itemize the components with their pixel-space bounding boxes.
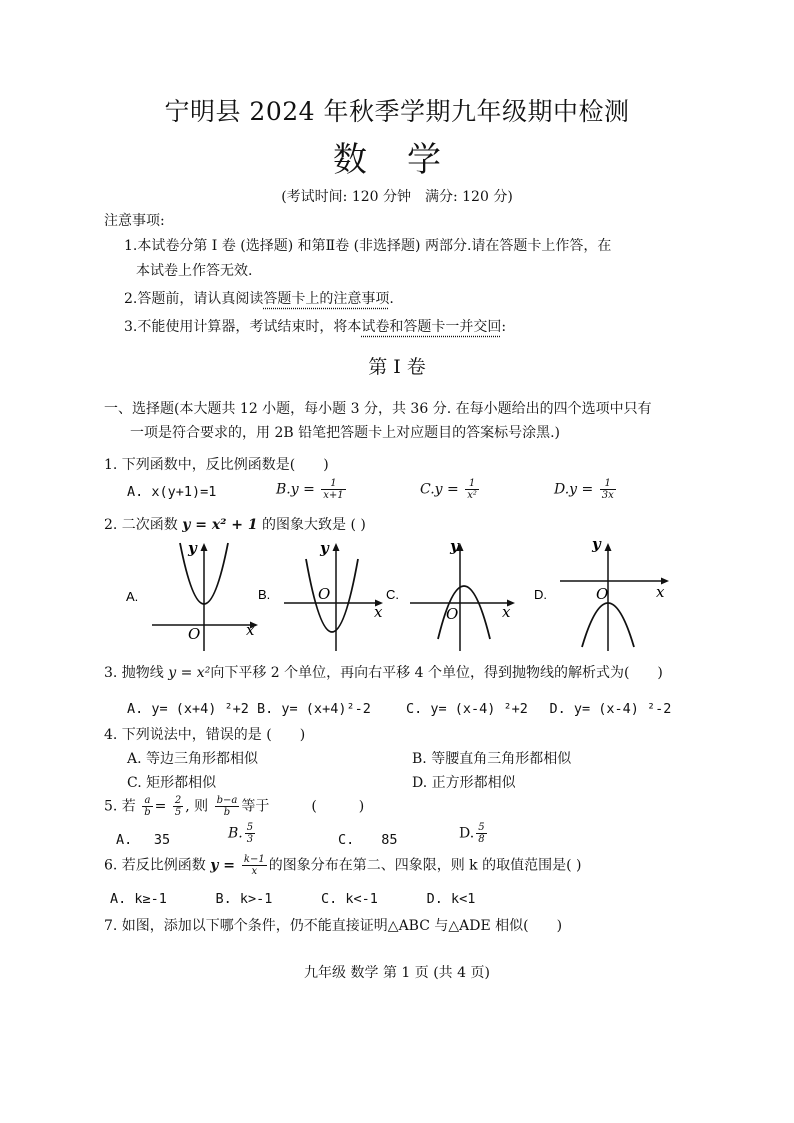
q3-options: A. y= (x+4) ²+2 B. y= (x+4)²-2 C. y= (x-4) ²+2 D. y= (x-4) ²-2 <box>127 701 672 717</box>
notice-item-1-line-1: 1.本试卷分第 I 卷 (选择题) 和第Ⅱ卷 (非选择题) 两部分.请在答题卡上作答，在 <box>124 238 612 254</box>
q5-option-b-numerator: 5 <box>246 822 254 833</box>
page-footer: 九年级 数学 第 1 页 (共 4 页) <box>304 965 490 981</box>
q3-stem-post: 向下平移 2 个单位，再向右平移 4 个单位，得到抛物线的解析式为( ) <box>210 665 663 681</box>
q6-options: A. k≥-1 B. k>-1 C. k<-1 D. k<1 <box>110 891 476 907</box>
q5-option-b-fraction <box>245 822 255 845</box>
q5-stem-pre: 5. 若 <box>104 798 141 815</box>
q2-graph-c <box>384 535 524 653</box>
q5-option-b-label: B. <box>228 825 243 842</box>
q6-fraction-denominator: x <box>251 866 258 877</box>
q6-stem-pre: 6. 若反比例函数 <box>104 857 211 874</box>
q1-option-c <box>420 478 481 501</box>
q2-stem-post: 的图象大致是 ( ) <box>257 517 366 533</box>
q1-option-c-numerator: 1 <box>465 478 479 490</box>
notice-item-3-post: : <box>501 319 507 335</box>
x-axis-label: x <box>502 603 511 621</box>
q4-option-d: D. 正方形都相似 <box>412 775 516 791</box>
x-axis-label: x <box>656 583 665 601</box>
q5-option-c: C. 85 <box>338 832 398 848</box>
q4-stem: 4. 下列说法中，错误的是 ( ) <box>104 727 306 743</box>
parabola <box>306 559 358 632</box>
q1-option-c-denominator: x² <box>467 490 477 501</box>
y-axis-label: y <box>320 539 329 557</box>
option-label-b: B. <box>258 587 271 602</box>
notice-item-2-post: . <box>389 291 394 307</box>
y-axis-arrow <box>333 543 340 551</box>
x-axis-label: x <box>246 621 255 639</box>
q5-option-d-label: D. <box>459 825 475 842</box>
q5-fraction-1 <box>142 795 152 818</box>
q1-option-b-label: B.y = <box>276 481 320 498</box>
q5-option-a: A. 35 <box>116 832 171 848</box>
x-axis-label: x <box>374 603 383 621</box>
q5-option-b <box>228 822 257 845</box>
q2-graph-d <box>532 535 678 653</box>
q5-fraction-3 <box>215 795 240 818</box>
q1-option-b <box>276 478 348 501</box>
part-1-intro-line-2: 一项是符合要求的，用 2B 铅笔把答题卡上对应题目的答案标号涂黑.) <box>130 425 561 441</box>
y-axis-label: y <box>450 537 459 555</box>
notice-item-3-pre: 3.不能使用计算器，考试结束时，将本 <box>124 319 362 335</box>
q1-option-c-label: C.y = <box>420 481 464 498</box>
q5-option-b-denominator: 3 <box>246 834 254 845</box>
q4-option-c: C. 矩形都相似 <box>127 775 217 791</box>
q5-stem-post: 等于 ( ) <box>241 798 365 815</box>
q3-stem-pre: 3. 抛物线 <box>104 665 169 681</box>
q1-option-d-fraction <box>600 478 616 501</box>
q1-option-d-denominator: 3x <box>601 490 614 501</box>
q2-stem-pre: 2. 二次函数 <box>104 517 183 533</box>
q2-stem <box>104 514 366 534</box>
notice-item-2 <box>124 288 394 308</box>
q5-option-d <box>459 822 489 845</box>
q5-fraction-3-denominator: b <box>223 807 231 818</box>
notice-heading: 注意事项: <box>104 213 165 229</box>
q5-fraction-2-numerator: 2 <box>174 795 182 806</box>
y-axis-label: y <box>188 539 197 557</box>
q5-fraction-3-numerator: b−a <box>216 795 238 806</box>
q1-option-b-denominator: x+1 <box>323 490 344 501</box>
option-label-a: A. <box>126 589 139 604</box>
notice-item-2-emphasis: 答题卡上的注意事项 <box>263 291 390 307</box>
section-title: 第 I 卷 <box>368 356 426 378</box>
origin-label: O <box>446 605 459 623</box>
q6-fraction <box>242 854 267 877</box>
q5-mid: , 则 <box>185 798 213 815</box>
q3-stem <box>104 662 663 682</box>
q3-formula: y = x² <box>168 665 211 681</box>
y-axis-label: y <box>592 535 601 553</box>
q4-option-a: A. 等边三角形都相似 <box>127 751 259 767</box>
q7-stem: 7. 如图，添加以下哪个条件，仍不能直接证明△ABC 与△ADE 相似( ) <box>104 918 563 934</box>
origin-label: O <box>188 625 201 643</box>
exam-info: (考试时间: 120 分钟 满分: 120 分) <box>281 189 513 205</box>
q1-option-d <box>554 478 618 501</box>
y-axis-arrow <box>201 543 208 551</box>
q5-fraction-1-denominator: b <box>144 807 151 818</box>
q6-stem-post: 的图象分布在第二、四象限，则 k 的取值范围是( ) <box>268 857 582 874</box>
q1-option-c-fraction <box>465 478 479 501</box>
q5-equals: = <box>154 798 171 815</box>
notice-item-3-emphasis: 试卷和答题卡一并交回 <box>361 319 502 335</box>
notice-item-2-pre: 2.答题前，请认真阅读 <box>124 291 264 307</box>
q2-graph-a <box>122 535 264 653</box>
q6-fraction-numerator: k−1 <box>243 854 265 865</box>
y-axis-arrow <box>605 543 612 551</box>
q1-option-a: A. x(y+1)=1 <box>127 484 217 500</box>
q1-option-b-fraction <box>321 478 345 501</box>
q6-y: y = <box>210 857 240 874</box>
q1-stem: 1. 下列函数中，反比例函数是( ) <box>104 457 329 473</box>
q2-graph-b <box>256 535 392 653</box>
q6-stem <box>104 854 581 877</box>
notice-item-1-line-2: 本试卷上作答无效. <box>136 263 253 279</box>
q1-option-d-label: D.y = <box>554 481 598 498</box>
q5-option-d-numerator: 5 <box>478 822 485 833</box>
q5-fraction-2-denominator: 5 <box>174 807 182 818</box>
option-label-d: D. <box>534 587 547 602</box>
q2-formula: y = x² + 1 <box>182 517 258 533</box>
option-label-c: C. <box>386 587 399 602</box>
exam-title: 宁明县 2024 年秋季学期九年级期中检测 <box>164 97 630 126</box>
origin-label: O <box>318 585 331 603</box>
subject-title: 数学 <box>333 140 481 180</box>
origin-label: O <box>596 585 609 603</box>
q5-option-d-denominator: 8 <box>478 834 485 845</box>
q5-option-d-fraction <box>476 822 486 845</box>
part-1-intro-line-1: 一、选择题(本大题共 12 小题，每小题 3 分，共 36 分. 在每小题给出的四个选项中只有 <box>104 401 652 417</box>
q5-fraction-1-numerator: a <box>142 795 152 807</box>
q5-stem <box>104 795 364 818</box>
q1-option-d-numerator: 1 <box>600 478 616 490</box>
notice-item-3 <box>124 316 506 336</box>
q1-option-b-numerator: 1 <box>321 478 345 490</box>
q4-option-b: B. 等腰直角三角形都相似 <box>412 751 572 767</box>
q5-fraction-2 <box>173 795 183 818</box>
